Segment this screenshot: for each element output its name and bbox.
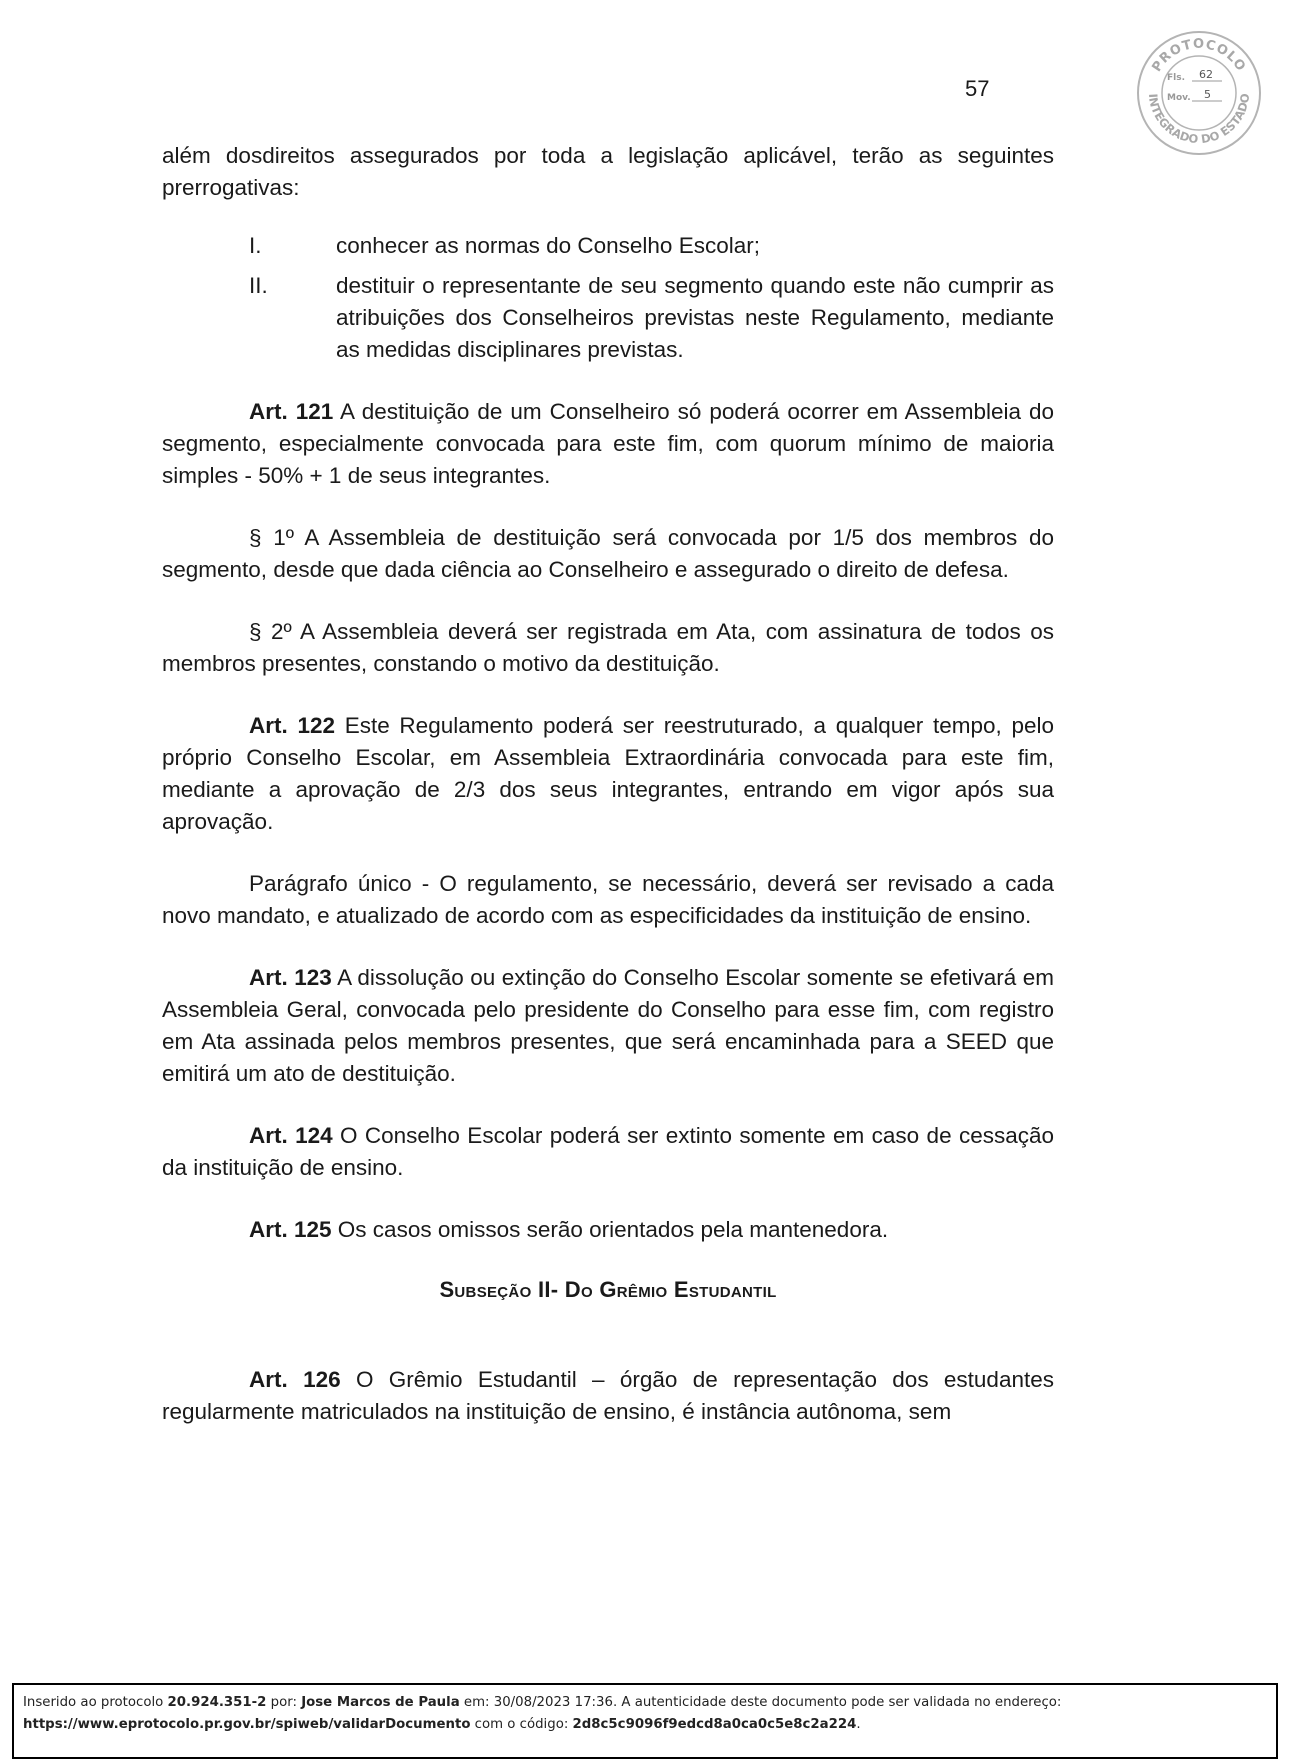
page-number: 57: [965, 76, 990, 101]
document-body: [162, 140, 1054, 1428]
article-126: [162, 1364, 1054, 1428]
list-number: II.: [249, 273, 268, 298]
section-heading: Subseção II- Do Grêmio Estudantil: [439, 1277, 777, 1302]
article-text: Este Regulamento poderá ser reestruturado, a qualquer tempo, pelo próprio Conselho Escolar, em Assembleia Extraordinária convocada para este fim, mediante a aprovação de 2/3 dos seus integrantes, entrando em vigor após sua aprovação.: [162, 713, 1054, 834]
article-label: Art. 124: [249, 1123, 333, 1148]
article-label: Art. 123: [249, 965, 332, 990]
validation-url[interactable]: https://www.eprotocolo.pr.gov.br/spiweb/validarDocumento: [23, 1717, 471, 1732]
list-text: destituir o representante de seu segmento quando este não cumprir as atribuições dos Conselheiros previstas neste Regulamento, mediante as medidas disciplinares previstas.: [336, 273, 1054, 362]
validation-code: 2d8c5c9096f9edcd8a0ca0c5e8c2a224: [572, 1717, 857, 1732]
article-label: Art. 121: [249, 399, 334, 424]
article-121: [162, 396, 1054, 492]
article-label: Art. 125: [249, 1217, 332, 1242]
article-text: O Conselho Escolar poderá ser extinto somente em caso de cessação da instituição de ensino.: [162, 1123, 1054, 1180]
stamp-bottom-text: INTEGRADO DO ESTADO: [1145, 92, 1253, 147]
list-item: [162, 230, 1054, 262]
stamp-fls-value: 62: [1199, 68, 1213, 81]
list-text: conhecer as normas do Conselho Escolar;: [336, 233, 760, 258]
paragraph-2: § 2º A Assembleia deverá ser registrada em Ata, com assinatura de todos os membros presentes, constando o motivo da destituição.: [162, 619, 1054, 676]
list-item: [162, 270, 1054, 366]
footer-text: Inserido ao protocolo: [23, 1695, 168, 1710]
article-text: A dissolução ou extinção do Conselho Escolar somente se efetivará em Assembleia Geral, convocada pelo presidente do Conselho para esse fim, com registro em Ata assinada pelos membros presentes, que será encaminhada para a SEED que emitirá um ato de destituição.: [162, 965, 1055, 1086]
protocol-number: 20.924.351-2: [167, 1695, 267, 1710]
paragraph-1: § 1º A Assembleia de destituição será convocada por 1/5 dos membros do segmento, desde que dada ciência ao Conselheiro e assegurado o direito de defesa.: [162, 525, 1054, 582]
stamp-top-text: PROTOCOLO: [1149, 36, 1249, 75]
article-123: [162, 962, 1054, 1090]
article-label: Art. 122: [249, 713, 335, 738]
article-label: Art. 126: [249, 1367, 341, 1392]
article-text: A destituição de um Conselheiro só poderá ocorrer em Assembleia do segmento, especialmente convocada para este fim, com quorum mínimo de maioria simples - 50% + 1 de seus integrantes.: [162, 399, 1054, 488]
article-text: O Grêmio Estudantil – órgão de representação dos estudantes regularmente matriculados na instituição de ensino, é instância autônoma, sem: [162, 1367, 1054, 1424]
protocol-stamp: [1136, 30, 1262, 156]
footer-text: .: [856, 1717, 861, 1732]
authenticity-footer: [12, 1683, 1278, 1759]
paragraph-unico: Parágrafo único - O regulamento, se necessário, deverá ser revisado a cada novo mandato, e atualizado de acordo com as especificidades da instituição de ensino.: [162, 871, 1054, 928]
stamp-mov-label: Mov.: [1167, 93, 1191, 103]
footer-text: por:: [266, 1695, 302, 1710]
footer-line-2: [23, 1714, 1267, 1736]
list-number: I.: [249, 233, 262, 258]
article-125: [162, 1214, 1054, 1246]
article-text: Os casos omissos serão orientados pela mantenedora.: [331, 1217, 889, 1242]
article-122: [162, 710, 1054, 838]
article-124: [162, 1120, 1054, 1184]
footer-text: em: 30/08/2023 17:36. A autenticidade deste documento pode ser validada no endereço:: [459, 1695, 1062, 1710]
author-name: Jose Marcos de Paula: [301, 1695, 460, 1710]
footer-text: com o código:: [470, 1717, 573, 1732]
stamp-mov-value: 5: [1204, 88, 1211, 101]
stamp-fls-label: Fls.: [1167, 73, 1186, 83]
footer-line-1: [23, 1692, 1267, 1714]
intro-paragraph: além dosdireitos assegurados por toda a legislação aplicável, terão as seguintes prerrogativas:: [162, 143, 1054, 200]
